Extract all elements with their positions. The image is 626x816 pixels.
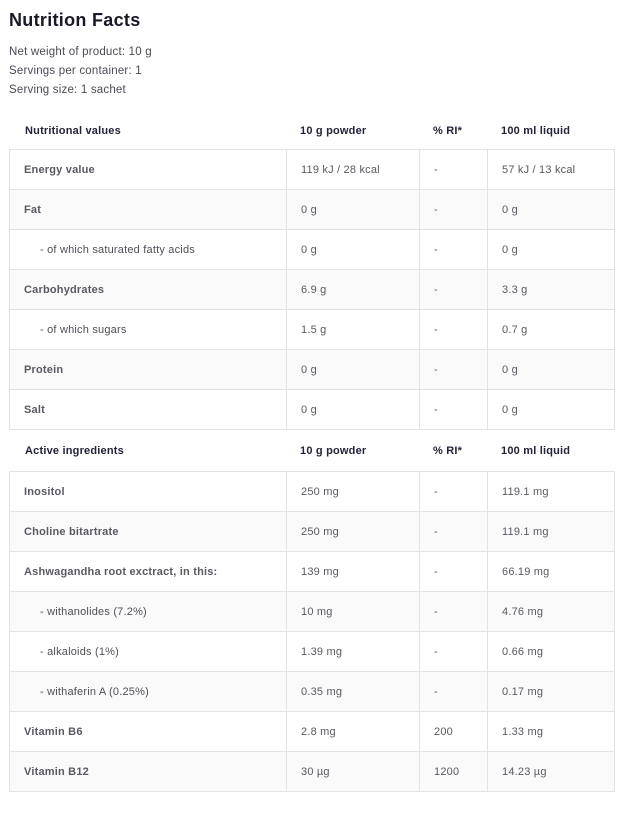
column-header: Nutritional values xyxy=(25,124,121,137)
nutrition-tables xyxy=(9,112,614,792)
page-title: Nutrition Facts xyxy=(9,10,141,30)
row-label: - withanolides (7.2%) xyxy=(10,592,287,632)
row-label: - of which sugars xyxy=(10,310,287,350)
row-label: Energy value xyxy=(10,150,287,190)
row-label: Inositol xyxy=(10,472,287,512)
value-per-10g: 10 mg xyxy=(287,592,420,632)
column-header: 100 ml liquid xyxy=(501,124,571,137)
value-percent-ri: 1200 xyxy=(420,752,488,792)
nutritional-values-table xyxy=(9,149,615,430)
table-row xyxy=(10,512,615,552)
active-ingredients-header-row xyxy=(9,430,614,471)
value-percent-ri: - xyxy=(420,150,488,190)
row-label: - withaferin A (0.25%) xyxy=(10,672,287,712)
value-per-100ml: 0 g xyxy=(488,230,615,270)
value-per-100ml: 0.66 mg xyxy=(488,632,615,672)
row-label: Vitamin B12 xyxy=(10,752,287,792)
meta-serving-size: Serving size: 1 sachet xyxy=(9,84,126,96)
nutritional-values-section xyxy=(9,112,614,430)
meta-net-weight: Net weight of product: 10 g xyxy=(9,46,152,58)
column-header: % RI* xyxy=(433,124,463,137)
nutritional-values-header-row xyxy=(9,112,614,149)
table-row xyxy=(10,150,615,190)
value-per-10g: 0 g xyxy=(287,350,420,390)
table-row xyxy=(10,672,615,712)
table-row xyxy=(10,190,615,230)
value-per-100ml: 1.33 mg xyxy=(488,712,615,752)
row-label: Carbohydrates xyxy=(10,270,287,310)
table-row xyxy=(10,472,615,512)
value-per-100ml: 3.3 g xyxy=(488,270,615,310)
meta-servings-per-container: Servings per container: 1 xyxy=(9,65,142,77)
value-percent-ri: 200 xyxy=(420,712,488,752)
value-per-10g: 30 µg xyxy=(287,752,420,792)
value-percent-ri: - xyxy=(420,552,488,592)
value-percent-ri: - xyxy=(420,190,488,230)
table-row xyxy=(10,552,615,592)
value-percent-ri: - xyxy=(420,270,488,310)
value-per-100ml: 119.1 mg xyxy=(488,512,615,552)
value-percent-ri: - xyxy=(420,632,488,672)
value-percent-ri: - xyxy=(420,230,488,270)
value-percent-ri: - xyxy=(420,350,488,390)
value-percent-ri: - xyxy=(420,310,488,350)
column-header: 100 ml liquid xyxy=(501,444,571,457)
value-per-100ml: 0.17 mg xyxy=(488,672,615,712)
table-row xyxy=(10,270,615,310)
value-per-10g: 0 g xyxy=(287,190,420,230)
value-per-10g: 1.5 g xyxy=(287,310,420,350)
column-header: 10 g powder xyxy=(300,124,367,137)
table-row xyxy=(10,390,615,430)
row-label: Vitamin B6 xyxy=(10,712,287,752)
product-meta xyxy=(9,43,614,100)
column-header: % RI* xyxy=(433,444,463,457)
row-label: - alkaloids (1%) xyxy=(10,632,287,672)
column-header: Active ingredients xyxy=(25,444,124,457)
value-per-100ml: 4.76 mg xyxy=(488,592,615,632)
value-per-10g: 0.35 mg xyxy=(287,672,420,712)
value-per-10g: 139 mg xyxy=(287,552,420,592)
table-row xyxy=(10,632,615,672)
value-per-10g: 0 g xyxy=(287,390,420,430)
value-per-10g: 0 g xyxy=(287,230,420,270)
value-percent-ri: - xyxy=(420,390,488,430)
table-row xyxy=(10,310,615,350)
value-per-100ml: 0 g xyxy=(488,390,615,430)
value-per-100ml: 0.7 g xyxy=(488,310,615,350)
table-row xyxy=(10,350,615,390)
table-row xyxy=(10,230,615,270)
value-per-100ml: 0 g xyxy=(488,350,615,390)
value-per-10g: 250 mg xyxy=(287,472,420,512)
value-percent-ri: - xyxy=(420,512,488,552)
value-per-100ml: 66.19 mg xyxy=(488,552,615,592)
table-row xyxy=(10,752,615,792)
value-per-10g: 6.9 g xyxy=(287,270,420,310)
row-label: Ashwagandha root exctract, in this: xyxy=(10,552,287,592)
column-header: 10 g powder xyxy=(300,444,367,457)
active-ingredients-table xyxy=(9,471,615,792)
value-per-100ml: 0 g xyxy=(488,190,615,230)
value-percent-ri: - xyxy=(420,672,488,712)
value-per-10g: 2.8 mg xyxy=(287,712,420,752)
row-label: Protein xyxy=(10,350,287,390)
table-row xyxy=(10,712,615,752)
row-label: - of which saturated fatty acids xyxy=(10,230,287,270)
value-percent-ri: - xyxy=(420,592,488,632)
row-label: Salt xyxy=(10,390,287,430)
value-per-100ml: 119.1 mg xyxy=(488,472,615,512)
row-label: Fat xyxy=(10,190,287,230)
value-per-10g: 250 mg xyxy=(287,512,420,552)
value-per-100ml: 57 kJ / 13 kcal xyxy=(488,150,615,190)
value-per-10g: 119 kJ / 28 kcal xyxy=(287,150,420,190)
value-per-10g: 1.39 mg xyxy=(287,632,420,672)
value-per-100ml: 14.23 µg xyxy=(488,752,615,792)
row-label: Choline bitartrate xyxy=(10,512,287,552)
value-percent-ri: - xyxy=(420,472,488,512)
table-row xyxy=(10,592,615,632)
active-ingredients-section xyxy=(9,430,614,792)
